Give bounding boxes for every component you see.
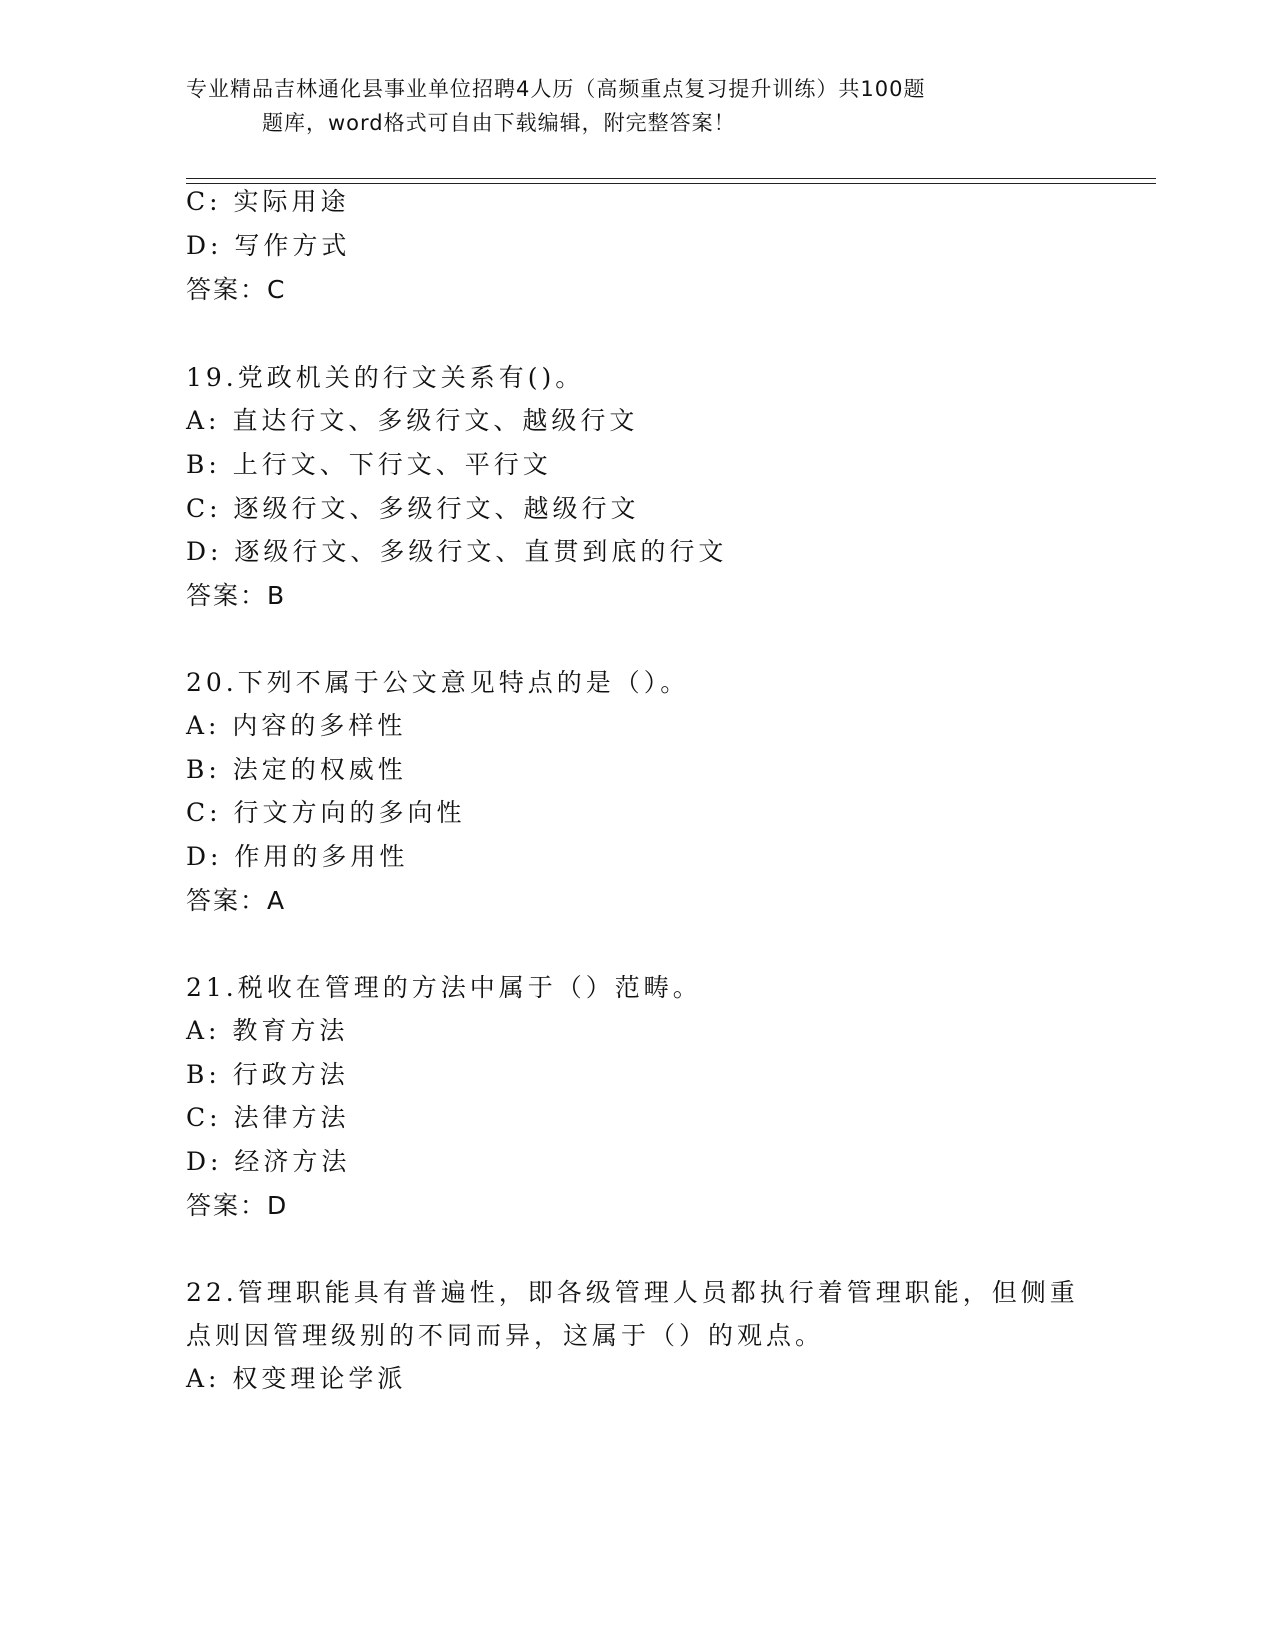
answer-line: 答案：B bbox=[186, 581, 287, 610]
header-rule-top bbox=[186, 178, 1156, 179]
question-stem: 20.下列不属于公文意见特点的是（）。 bbox=[186, 668, 690, 697]
option-d: D: 经济方法 bbox=[186, 1147, 351, 1176]
header-title-line-1: 专业精品吉林通化县事业单位招聘4人历（高频重点复习提升训练）共100题 bbox=[186, 77, 926, 101]
option-a: A: 直达行文、多级行文、越级行文 bbox=[186, 406, 639, 435]
option-d: D: 写作方式 bbox=[186, 231, 351, 260]
option-c: C: 法律方法 bbox=[186, 1103, 350, 1132]
answer-line: 答案：C bbox=[186, 275, 287, 304]
question-stem-continued: 点则因管理级别的不同而异，这属于（）的观点。 bbox=[186, 1321, 825, 1350]
answer-line: 答案：A bbox=[186, 886, 287, 915]
answer-line: 答案：D bbox=[186, 1191, 289, 1220]
option-b: B: 行政方法 bbox=[186, 1060, 349, 1089]
option-c: C: 逐级行文、多级行文、越级行文 bbox=[186, 494, 640, 523]
option-d: D: 作用的多用性 bbox=[186, 842, 409, 871]
header-title-line-2: 题库，word格式可自由下载编辑，附完整答案！ bbox=[262, 111, 736, 135]
document-header bbox=[186, 72, 1066, 140]
option-a: A: 内容的多样性 bbox=[186, 711, 407, 740]
option-b: B: 上行文、下行文、平行文 bbox=[186, 450, 552, 479]
option-a: A: 教育方法 bbox=[186, 1016, 349, 1045]
option-c: C: 行文方向的多向性 bbox=[186, 798, 466, 827]
option-d: D: 逐级行文、多级行文、直贯到底的行文 bbox=[186, 537, 728, 566]
option-b: B: 法定的权威性 bbox=[186, 755, 407, 784]
question-stem: 21.税收在管理的方法中属于（）范畴。 bbox=[186, 973, 702, 1002]
question-stem: 19.党政机关的行文关系有()。 bbox=[186, 363, 585, 392]
option-c: C: 实际用途 bbox=[186, 187, 350, 216]
header-rule-bottom bbox=[186, 183, 1156, 184]
option-a: A: 权变理论学派 bbox=[186, 1364, 407, 1393]
question-stem: 22.管理职能具有普遍性，即各级管理人员都执行着管理职能，但侧重 bbox=[186, 1278, 1079, 1307]
